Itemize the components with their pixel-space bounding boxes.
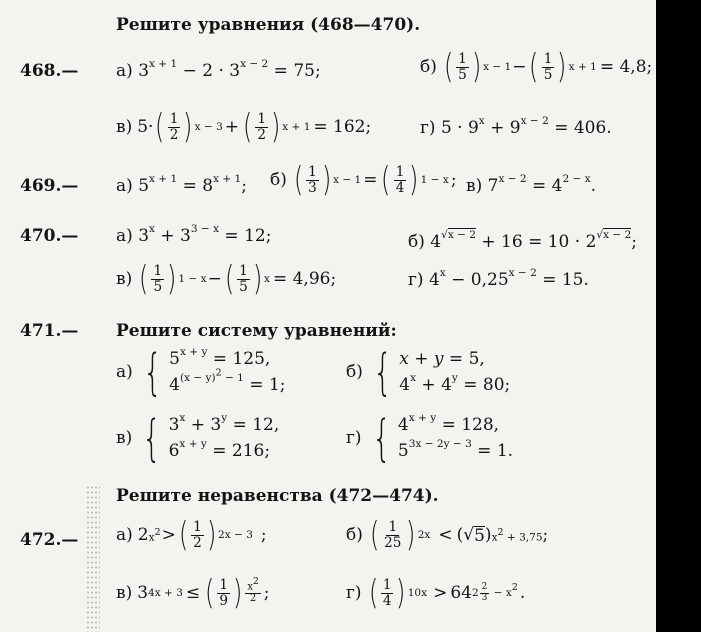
problem-472a-label: а) [116, 524, 133, 545]
problem-468g [420, 115, 612, 138]
problem-469a-label: а) [116, 176, 133, 196]
problem-469v [466, 173, 597, 196]
problem-469-number: 469.— [20, 176, 79, 196]
problem-470a [116, 223, 272, 246]
problem-470v-formula: ( $\frac{1}{5}$ ) 1 − x − ( $\frac{1}{5}$ ) x = 4,96; [139, 259, 337, 299]
system-brace-icon: { [143, 342, 162, 401]
problem-471v-label: в) [116, 427, 133, 448]
problem-471b [346, 342, 511, 401]
problem-472a-formula: 2 $x^2$ > ( $\frac{1}{2}$ ) 2x − 3 ; [137, 515, 267, 555]
problem-469b-label: б) [270, 169, 287, 190]
section-heading-inequalities: Решите неравенства (472—474). [116, 486, 439, 506]
problem-470a-label: а) [116, 226, 133, 246]
problem-472v [116, 573, 270, 613]
problem-468g-label: г) [420, 118, 436, 138]
problem-472g [346, 573, 526, 613]
problem-470a-formula: $3^x + 3^{3 - x} = 12$; [138, 223, 272, 246]
problem-471-title: Решите систему уравнений: [116, 321, 397, 341]
problem-470g-formula: $4^x - 0,25^{x - 2} = 15$. [428, 267, 589, 290]
problem-468b-formula: ( $\frac{1}{5}$ ) x − 1 − ( $\frac{1}{5}$ ) x + 1 = 4,8; [443, 47, 653, 87]
problem-471a-label: а) [116, 361, 133, 382]
problem-471g-eq1: $4^{x + y} = 128$, [397, 412, 500, 435]
problem-472v-formula: 3 4x + 3 ≤ ( $\frac{1}{9}$ ) $\frac{x^2}{2}$ ; [137, 573, 270, 613]
problem-470-number: 470.— [20, 226, 79, 246]
problem-468v-label: в) [116, 116, 133, 137]
problem-472b-label: б) [346, 524, 363, 545]
problem-472-number: 472.— [20, 530, 79, 550]
problem-468-number: 468.— [20, 61, 79, 81]
problem-470g-label: г) [408, 270, 424, 290]
problem-471b-label: б) [346, 361, 363, 382]
problem-472b-formula: ( $\frac{1}{25}$ ) 2x < ( √ 5 ) $x^2 + 3,75$ ; [369, 515, 549, 555]
problem-472a [116, 515, 267, 555]
problem-470b-formula: $4^{√x - 2} + 16 = 10 \cdot 2^{√x - 2}$; [430, 229, 638, 252]
problem-469a [116, 173, 247, 196]
problem-471v [116, 408, 280, 467]
problem-471v-eq2: $6^{x + y} = 216$; [168, 438, 271, 462]
problem-469v-label: в) [466, 176, 483, 196]
problem-471-number: 471.— [20, 321, 79, 341]
problem-468a [116, 58, 321, 81]
problem-472v-label: в) [116, 582, 133, 603]
system-brace-icon: { [371, 408, 391, 467]
system-brace-icon: { [142, 408, 162, 467]
section-heading-equations: Решите уравнения (468—470). [116, 15, 421, 35]
problem-468a-formula: $3^{x + 1} - 2 \cdot 3^{x - 2} = 75$; [138, 58, 321, 81]
problem-468b-label: б) [420, 56, 437, 77]
problem-469a-formula: $5^{x + 1} = 8^{x + 1}$; [138, 173, 247, 196]
system-brace-icon: { [373, 342, 392, 401]
problem-472g-formula: ( $\frac{1}{4}$ ) 10x > 64 2 $\frac{2}{3}$ − $x^2$ . [368, 573, 526, 613]
problem-468a-label: а) [116, 61, 133, 81]
problem-469v-formula: $7^{x - 2} = 4^{2 - x}$. [487, 173, 597, 196]
problem-471v-eq1: $3^x + 3^y = 12$, [168, 412, 280, 435]
problem-471a-eq2: $4^{(x - y)^2 - 1} = 1$; [169, 367, 286, 396]
problem-470b [408, 228, 637, 251]
problem-469b [270, 160, 457, 200]
problem-471a-eq1: $5^{x + y} = 125$, [169, 346, 271, 369]
problem-471a [116, 342, 286, 401]
problem-471b-eq2: $4^x + 4^y = 80$; [399, 372, 511, 396]
problem-471g-eq2: $5^{3x - 2y - 3} = 1$. [397, 438, 514, 462]
problem-468v-formula: 5· ( $\frac{1}{2}$ ) x − 3 + ( $\frac{1}{2}$ ) x + 1 = 162; [137, 107, 372, 147]
problem-470b-label: б) [408, 231, 425, 252]
problem-468g-formula: $5 \cdot 9^x + 9^{x - 2} = 406$. [440, 115, 612, 138]
problem-472b [346, 515, 549, 555]
problem-470v [116, 259, 337, 299]
problem-468v [116, 107, 372, 147]
problem-471b-eq1: x + y = 5, [399, 349, 485, 369]
problem-472g-label: г) [346, 582, 362, 603]
problem-469b-formula: ( $\frac{1}{3}$ ) x − 1 = ( $\frac{1}{4}$ ) 1 − x ; [293, 160, 457, 200]
scan-noise [86, 485, 100, 632]
problem-468b [420, 47, 653, 87]
problem-471g [346, 408, 514, 467]
problem-470g [408, 267, 589, 290]
problem-470v-label: в) [116, 268, 133, 289]
problem-471g-label: г) [346, 427, 362, 448]
